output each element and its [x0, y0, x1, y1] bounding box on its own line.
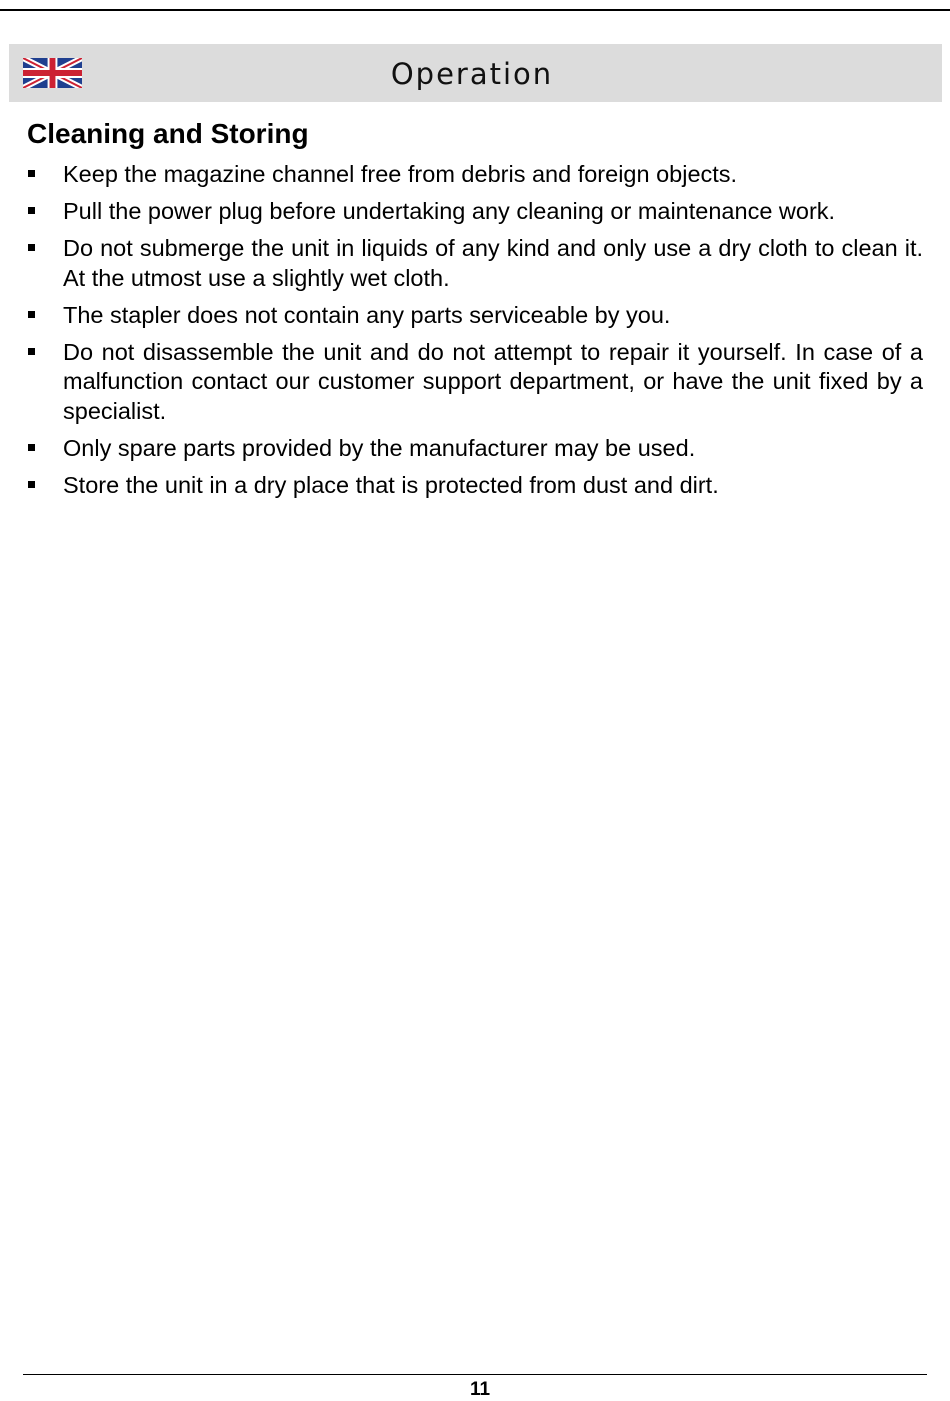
list-item: [27, 160, 923, 190]
list-item-text: Pull the power plug before undertaking any cleaning or maintenance work.: [63, 198, 836, 224]
bullet-icon: [28, 348, 35, 355]
list-item: [27, 301, 923, 331]
list-item: [27, 471, 923, 501]
header-band: [9, 44, 942, 102]
bullet-icon: [28, 481, 35, 488]
bullet-icon: [28, 444, 35, 451]
list-item-text: Keep the magazine channel free from debris and foreign objects.: [63, 161, 738, 187]
list-item: [27, 338, 923, 427]
section-heading: Cleaning and Storing: [27, 118, 309, 149]
bullet-icon: [28, 170, 35, 177]
list-item-text: Only spare parts provided by the manufacturer may be used.: [63, 434, 696, 461]
top-rule: [0, 9, 950, 11]
bullet-icon: [28, 311, 35, 318]
list-item-text: Do not submerge the unit in liquids of any kind and only use a dry cloth to clean it. At the utmost use a slightly wet cloth.: [63, 235, 923, 291]
list-item-text: The stapler does not contain any parts serviceable by you.: [63, 301, 671, 328]
list-item: [27, 434, 923, 464]
bullet-list: [27, 160, 923, 508]
page-number: 11: [469, 1379, 491, 1400]
list-item: [27, 197, 923, 227]
list-item: [27, 234, 923, 293]
list-item-text: Store the unit in a dry place that is protected from dust and dirt.: [63, 471, 719, 498]
bullet-icon: [28, 207, 35, 214]
bullet-icon: [28, 244, 35, 251]
header-title: Operation: [390, 57, 554, 91]
list-item-text: Do not disassemble the unit and do not attempt to repair it yourself. In case of a malfunction contact our customer support department, or have the unit fixed by a specialist.: [63, 338, 923, 424]
footer-rule: [23, 1374, 927, 1375]
